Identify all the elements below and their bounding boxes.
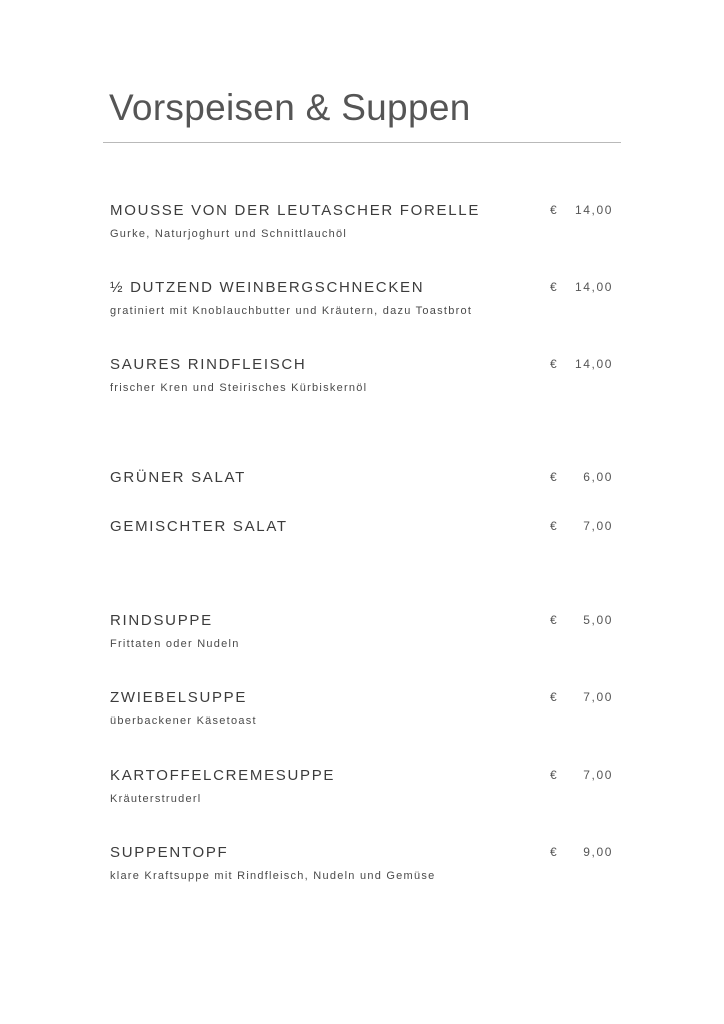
item-currency: € xyxy=(550,845,557,859)
item-currency: € xyxy=(550,519,557,533)
menu-item-rindsuppe xyxy=(110,612,615,652)
item-description: gratiniert mit Knoblauchbutter und Kräutern, dazu Toastbrot xyxy=(110,305,473,317)
item-price: 6,00 xyxy=(583,470,613,484)
item-description: Kräuterstruderl xyxy=(110,793,202,805)
menu-item-suppentopf xyxy=(110,844,615,884)
item-name: MOUSSE VON DER LEUTASCHER FORELLE xyxy=(110,202,481,219)
item-currency: € xyxy=(550,768,557,782)
item-currency: € xyxy=(550,470,557,484)
item-price: 14,00 xyxy=(574,357,613,371)
item-name: ZWIEBELSUPPE xyxy=(110,689,248,706)
menu-item-zwiebelsuppe xyxy=(110,689,615,729)
item-price: 7,00 xyxy=(583,690,613,704)
item-description: Frittaten oder Nudeln xyxy=(110,638,240,650)
menu-item-weinbergschnecken xyxy=(110,279,615,319)
menu-item-mousse-forelle xyxy=(110,202,615,242)
page-title: Vorspeisen & Suppen xyxy=(109,87,471,128)
menu-item-kartoffelcremesuppe xyxy=(110,767,615,807)
item-description: Gurke, Naturjoghurt und Schnittlauchöl xyxy=(110,228,348,240)
menu-item-gruener-salat xyxy=(110,469,615,509)
menu-item-gemischter-salat xyxy=(110,518,615,558)
item-currency: € xyxy=(550,357,557,371)
item-name: ½ DUTZEND WEINBERGSCHNECKEN xyxy=(110,279,425,296)
item-name: GRÜNER SALAT xyxy=(110,469,246,486)
item-description: frischer Kren und Steirisches Kürbiskernöl xyxy=(110,382,368,394)
item-price: 7,00 xyxy=(583,768,613,782)
item-price: 14,00 xyxy=(574,203,613,217)
item-description: klare Kraftsuppe mit Rindfleisch, Nudeln und Gemüse xyxy=(110,870,436,882)
item-currency: € xyxy=(550,280,557,294)
item-currency: € xyxy=(550,613,557,627)
item-currency: € xyxy=(550,690,557,704)
item-name: RINDSUPPE xyxy=(110,612,213,629)
item-name: SUPPENTOPF xyxy=(110,844,229,861)
item-name: GEMISCHTER SALAT xyxy=(110,518,288,535)
title-divider xyxy=(103,142,621,143)
menu-item-saures-rindfleisch xyxy=(110,356,615,396)
item-name: KARTOFFELCREMESUPPE xyxy=(110,767,336,784)
item-description: überbackener Käsetoast xyxy=(110,715,257,727)
item-price: 14,00 xyxy=(574,280,613,294)
item-price: 5,00 xyxy=(583,613,613,627)
item-price: 7,00 xyxy=(583,519,613,533)
item-name: SAURES RINDFLEISCH xyxy=(110,356,307,373)
item-price: 9,00 xyxy=(583,845,613,859)
item-currency: € xyxy=(550,203,557,217)
